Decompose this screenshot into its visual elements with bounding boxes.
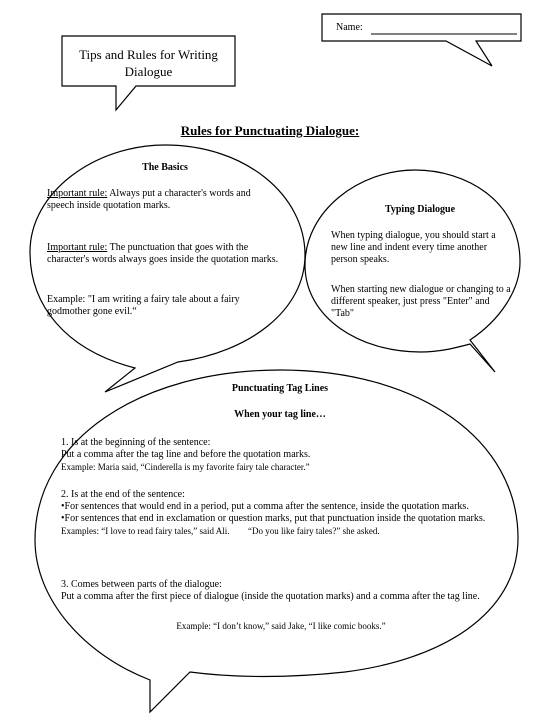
main-title: Rules for Punctuating Dialogue:: [180, 123, 360, 138]
tag-section-1-text: Put a comma after the tag line and before the quotation marks.: [61, 449, 311, 460]
tag-section-3-title: 3. Comes between parts of the dialogue:: [61, 579, 222, 590]
basics-rule2-prefix: Important rule:: [47, 242, 108, 253]
header-title-line1: Tips and Rules for Writing: [79, 47, 218, 62]
tag-section-2: [61, 489, 501, 537]
basics-rule2-text: The punctuation that goes with the character's words always goes inside the quotation marks.: [47, 242, 279, 265]
basics-bubble: [30, 145, 305, 392]
header-title: [62, 46, 235, 80]
tag-section-2-title: 2. Is at the end of the sentence:: [61, 489, 185, 500]
tag-section-2-bullet-1: •For sentences that would end in a period, put a comma after the sentence, inside the quotation marks.: [61, 501, 469, 512]
tag-section-2-examples: [61, 525, 501, 537]
basics-rule1: [47, 188, 279, 212]
tag-lines-subheading: When your tag line…: [234, 409, 326, 420]
tag-section-2-example-b: “Do you like fairy tales?” she asked.: [247, 526, 380, 536]
name-label: Name:: [336, 22, 363, 33]
tag-section-2-example-a: Examples: “I love to read fairy tales,” said Ali.: [61, 526, 230, 536]
tag-section-1-example: Example: Maria said, “Cinderella is my favorite fairy tale character.”: [61, 462, 310, 472]
tag-lines-heading: Punctuating Tag Lines: [231, 383, 329, 394]
tag-lines-bubble: [35, 370, 518, 712]
header-title-line2: Dialogue: [124, 64, 173, 79]
tag-section-1: [61, 437, 501, 473]
tag-section-3-text: Put a comma after the first piece of dialogue (inside the quotation marks) and a comma after the tag line.: [61, 591, 480, 602]
tag-section-2-bullet-2: •For sentences that end in exclamation or question marks, put that punctuation inside the quotation marks.: [61, 513, 486, 524]
typing-para1: When typing dialogue, you should start a new line and indent every time another person speaks.: [331, 230, 496, 265]
tag-section-3: [61, 579, 501, 603]
typing-heading: Typing Dialogue: [384, 204, 456, 215]
typing-bubble: [305, 170, 520, 372]
basics-rule1-prefix: Important rule:: [47, 188, 108, 199]
tag-section-3-example: Example: “I don’t know,” said Jake, “I like comic books.”: [176, 621, 386, 631]
typing-para2: When starting new dialogue or changing to a different speaker, just press "Enter" and "Tab": [331, 284, 511, 319]
basics-rule1-text: Always put a character's words and speech inside quotation marks.: [47, 188, 251, 211]
basics-rule2: [47, 242, 279, 266]
basics-example: Example: "I am writing a fairy tale about a fairy godmother gone evil.“: [47, 294, 240, 317]
basics-heading: The Basics: [142, 162, 188, 173]
tag-section-1-title: 1. Is at the beginning of the sentence:: [61, 437, 211, 448]
